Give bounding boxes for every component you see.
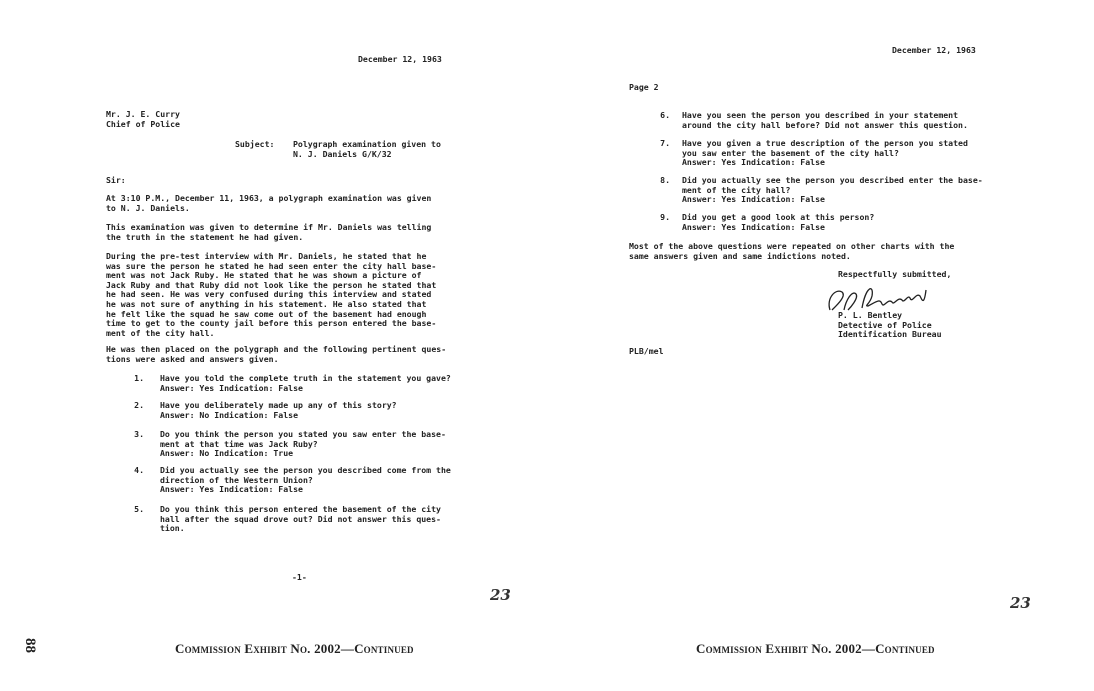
paragraph-line: This examination was given to determine if Mr. Daniels was telling	[106, 222, 432, 232]
question-number: 6.	[660, 110, 670, 120]
question-line: hall after the squad drove out? Did not answer this ques-	[160, 513, 441, 524]
question-line: Do you think this person entered the basement of the city	[160, 504, 441, 514]
question-line: around the city hall before? Did not answer this question.	[682, 119, 968, 130]
question-line: Have you seen the person you described in your statement	[682, 110, 959, 120]
subject-label: Subject:	[235, 139, 275, 149]
paragraph-line: During the pre-test interview with Mr. Daniels, he stated that he	[106, 251, 427, 261]
question-text	[682, 139, 968, 168]
question-line: Did you get a good look at this person?	[682, 212, 875, 222]
question-text	[160, 374, 451, 393]
question-line: Do you think the person you stated you saw enter the base-	[160, 429, 446, 439]
question-line: ment at that time was Jack Ruby?	[160, 438, 318, 449]
question-line: tion.	[160, 523, 185, 534]
answer-line: Answer: Yes Indication: False	[160, 484, 303, 495]
answer-line: Answer: No Indication: False	[160, 409, 299, 420]
signer-title: Detective of Police	[838, 319, 932, 330]
question-line: ment of the city hall?	[682, 184, 791, 195]
question-line: Have you given a true description of the person you stated	[682, 138, 968, 148]
paragraph-line: he was not sure of anything in his statement. He also stated that	[106, 298, 427, 309]
question-number: 2.	[134, 400, 144, 410]
paragraph-line: tions were asked and answers given.	[106, 353, 279, 364]
answer-line: Answer: Yes Indication: False	[682, 194, 825, 205]
paragraph-line: Most of the above questions were repeated on other charts with the	[629, 241, 955, 251]
subject-line-1: Polygraph examination given to	[293, 139, 441, 149]
paragraph-line: to N. J. Daniels.	[106, 202, 190, 213]
paragraph-3	[106, 252, 436, 338]
question-text	[682, 111, 968, 130]
question-text	[160, 430, 446, 459]
question-number: 1.	[134, 373, 144, 383]
signer-department: Identification Bureau	[838, 329, 942, 340]
question-number: 5.	[134, 504, 144, 514]
question-text	[682, 176, 983, 205]
handwritten-page-number: 23	[490, 586, 511, 604]
answer-line: Answer: Yes Indication: False	[682, 157, 825, 168]
question-number: 7.	[660, 138, 670, 148]
paragraph-2	[106, 223, 431, 242]
answer-line: Answer: Yes Indication: False	[160, 382, 303, 393]
signer-name: P. L. Bentley	[838, 310, 903, 320]
question-number: 3.	[134, 429, 144, 439]
paragraph-line: was sure the person he stated he had seen enter the city hall base-	[106, 260, 437, 271]
page-number: -1-	[292, 572, 307, 582]
paragraph-line: ment was not Jack Ruby. He stated that he was shown a picture of	[106, 270, 422, 281]
paragraph-line: he had seen. He was very confused during this interview and stated	[106, 289, 432, 300]
handwritten-page-number: 23	[1010, 594, 1031, 612]
document-page-2	[560, 0, 1094, 691]
paragraph-line: He was then placed on the polygraph and the following pertinent ques-	[106, 344, 447, 354]
closing-paragraph	[629, 242, 954, 261]
question-line: Have you deliberately made up any of this story?	[160, 400, 397, 410]
question-line: you saw enter the basement of the city hall?	[682, 147, 899, 158]
letter-date: December 12, 1963	[358, 54, 442, 64]
paragraph-line: time to get to the county jail before this person entered the base-	[106, 318, 437, 329]
paragraph-line: same answers given and same indictions noted.	[629, 250, 851, 261]
question-line: Did you actually see the person you described enter the base-	[682, 175, 983, 185]
addressee-name: Mr. J. E. Curry	[106, 109, 180, 119]
question-number: 8.	[660, 175, 670, 185]
exhibit-footer: Commission Exhibit No. 2002—Continued	[175, 641, 414, 656]
signer-block	[838, 311, 942, 340]
question-line: Did you actually see the person you described come from the	[160, 465, 451, 475]
question-number: 4.	[134, 465, 144, 475]
answer-line: Answer: Yes Indication: False	[682, 221, 825, 232]
sign-off: Respectfully submitted,	[838, 269, 952, 279]
question-text	[682, 213, 874, 232]
addressee-title: Chief of Police	[106, 119, 180, 129]
paragraph-line: At 3:10 P.M., December 11, 1963, a polygraph examination was given	[106, 193, 432, 203]
question-text	[160, 401, 397, 420]
paragraph-4	[106, 345, 446, 364]
exhibit-footer: Commission Exhibit No. 2002—Continued	[696, 641, 935, 656]
side-page-number: 88	[22, 638, 38, 653]
paragraph-1	[106, 194, 431, 213]
paragraph-line: Jack Ruby and that Ruby did not look like the person he stated that	[106, 279, 437, 290]
paragraph-line: the truth in the statement he had given.	[106, 231, 304, 242]
answer-line: Answer: No Indication: True	[160, 448, 294, 459]
question-line: direction of the Western Union?	[160, 474, 313, 485]
page-label: Page 2	[629, 82, 659, 92]
subject-line-2: N. J. Daniels G/K/32	[293, 149, 392, 159]
letter-date: December 12, 1963	[892, 45, 976, 55]
paragraph-line: ment of the city hall.	[106, 327, 215, 338]
question-number: 9.	[660, 212, 670, 222]
typist-initials: PLB/mel	[629, 346, 664, 356]
question-line: Have you told the complete truth in the statement you gave?	[160, 373, 451, 383]
question-text	[160, 466, 451, 495]
salutation: Sir:	[106, 175, 126, 185]
question-text	[160, 505, 441, 534]
paragraph-line: he felt like the squad he saw come out of the basement had enough	[106, 308, 427, 319]
